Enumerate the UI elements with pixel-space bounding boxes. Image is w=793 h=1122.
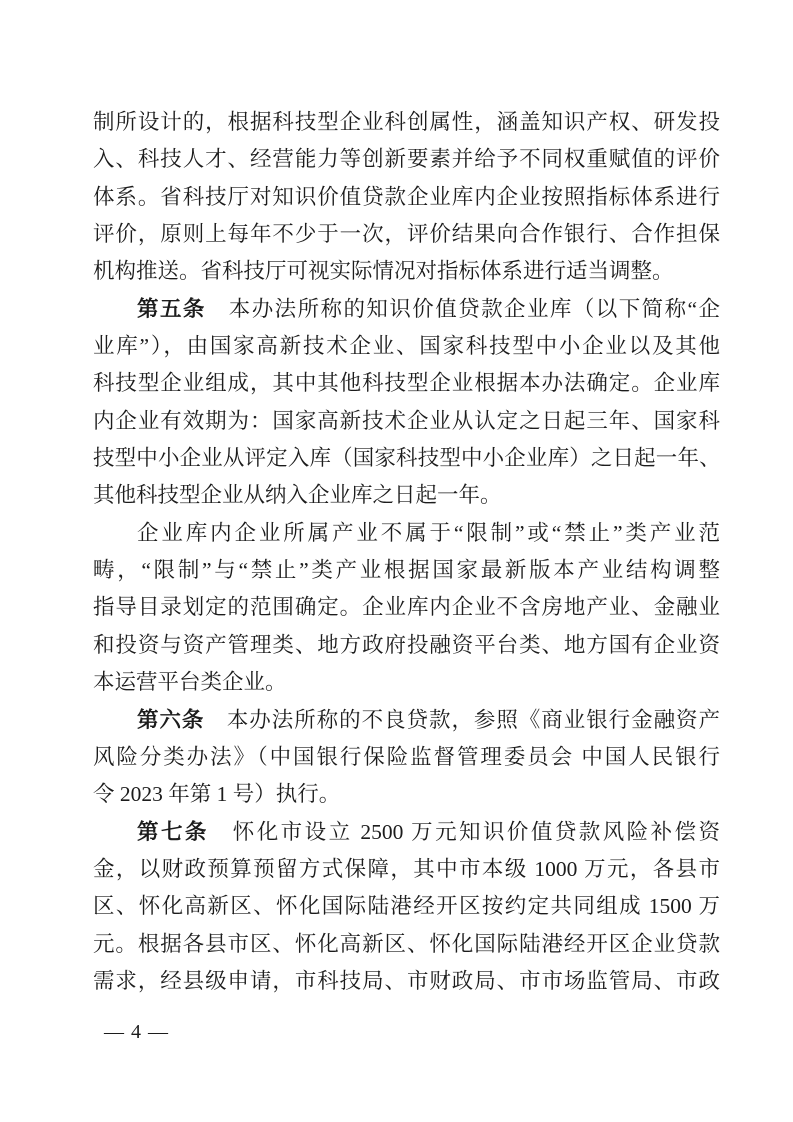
text-line: 技型中小企业从评定入库（国家科技型中小企业库）之日起一年、 [93,446,720,471]
text-line: 风险分类办法》（中国银行保险监督管理委员会 中国人民银行 [93,744,720,769]
article-text: 怀化市设立 2500 万元知识价值贷款风险补偿资 [208,819,720,844]
article-number: 第七条 [137,819,209,844]
text-line: 内企业有效期为：国家高新技术企业从认定之日起三年、国家科 [93,408,720,433]
text-line: 机构推送。省科技厅可视实际情况对指标体系进行适当调整。 [93,259,674,284]
text-line [93,814,720,851]
text-line: 金，以财政预算预留方式保障，其中市本级 1000 万元，各县市 [93,856,720,881]
text-line: 令 2023 年第 1 号）执行。 [93,782,341,807]
text-line: 本运营平台类企业。 [93,670,287,695]
text-line: 指导目录划定的范围确定。企业库内企业不含房地产业、金融业 [93,595,720,620]
text-line [93,291,720,328]
text-line: 畴，“限制”与“禁止”类产业根据国家最新版本产业结构调整 [93,558,720,583]
text-line: 体系。省科技厅对知识价值贷款企业库内企业按照指标体系进行 [93,184,720,209]
article-number: 第六条 [137,707,205,732]
text-line: 入、科技人才、经营能力等创新要素并给予不同权重赋值的评价 [93,147,720,172]
text-line: 元。根据各县市区、怀化高新区、怀化国际陆港经开区企业贷款 [93,931,720,956]
text-line: 企业库内企业所属产业不属于“限制”或“禁止”类产业范 [137,520,720,545]
text-line: 和投资与资产管理类、地方政府投融资平台类、地方国有企业资 [93,632,720,657]
article-text: 本办法所称的不良贷款，参照《商业银行金融资产 [204,707,720,732]
article-text: 本办法所称的知识价值贷款企业库（以下简称“企 [205,296,720,321]
document-body [93,104,720,1000]
text-line: 业库”），由国家高新技术企业、国家科技型中小企业以及其他 [93,334,720,359]
page-number: — 4 — [104,1021,169,1043]
text-line [93,702,720,739]
text-line: 制所设计的，根据科技型企业科创属性，涵盖知识产权、研发投 [93,110,720,134]
text-line: 其他科技型企业从纳入企业库之日起一年。 [93,483,502,508]
text-line: 科技型企业组成，其中其他科技型企业根据本办法确定。企业库 [93,371,720,396]
text-line: 评价，原则上每年不少于一次，评价结果向合作银行、合作担保 [93,222,720,247]
article-number: 第五条 [137,296,206,321]
text-line: 区、怀化高新区、怀化国际陆港经开区按约定共同组成 1500 万 [93,894,720,919]
text-line: 需求，经县级申请，市科技局、市财政局、市市场监管局、市政 [93,968,720,993]
